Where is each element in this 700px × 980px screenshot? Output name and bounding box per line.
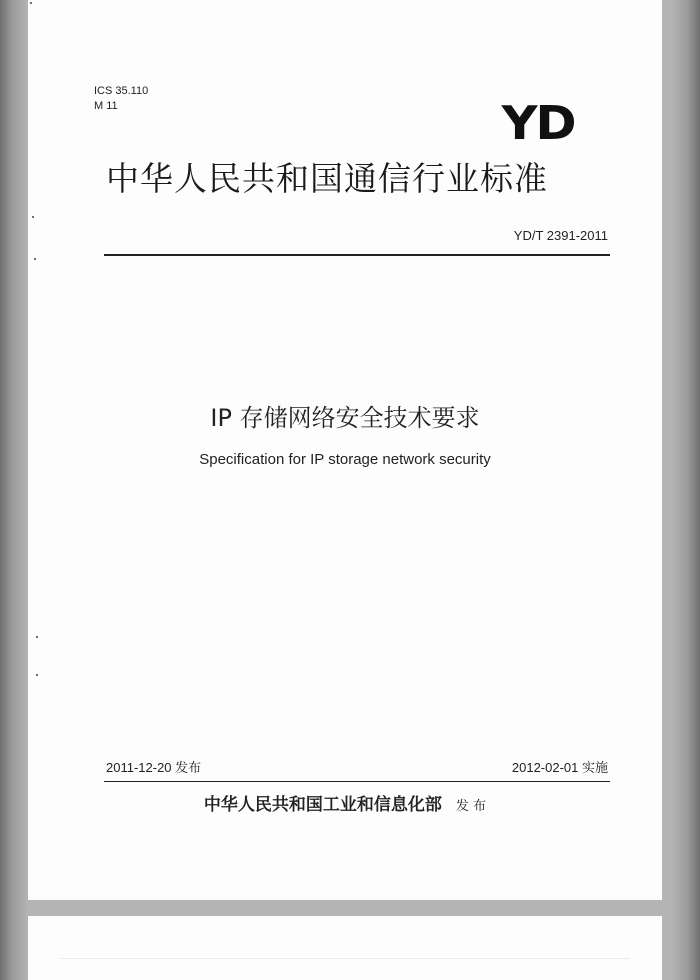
implementation-date: 2012-02-01 实施 xyxy=(511,760,608,775)
yd-logo: YD xyxy=(501,96,574,150)
industry-standard-title: 中华人民共和国通信行业标准 xyxy=(106,159,548,198)
ics-code-block xyxy=(94,84,148,114)
document-cover-page xyxy=(28,0,662,900)
publisher-name: 中华人民共和国工业和信息化部 xyxy=(203,795,442,815)
document-title-english: Specification for IP storage network security xyxy=(199,451,491,468)
classification-code: M 11 xyxy=(94,100,118,112)
publisher-line xyxy=(28,790,662,815)
scan-speck xyxy=(36,674,38,676)
header-divider xyxy=(104,254,610,256)
standard-number: YD/T 2391-2011 xyxy=(513,228,608,243)
next-page-faint-line xyxy=(60,958,630,959)
scan-speck xyxy=(34,258,36,260)
publisher-issued-label: 发 布 xyxy=(455,799,487,814)
document-title-chinese: IP 存储网络安全技术要求 xyxy=(210,404,480,432)
scan-speck xyxy=(36,636,38,638)
footer-divider xyxy=(104,781,610,782)
scan-speck xyxy=(32,216,34,218)
ics-code: ICS 35.110 xyxy=(94,85,149,97)
scan-speck xyxy=(30,2,32,4)
next-page-preview xyxy=(28,916,662,980)
release-date: 2011-12-20 发布 xyxy=(106,760,202,775)
